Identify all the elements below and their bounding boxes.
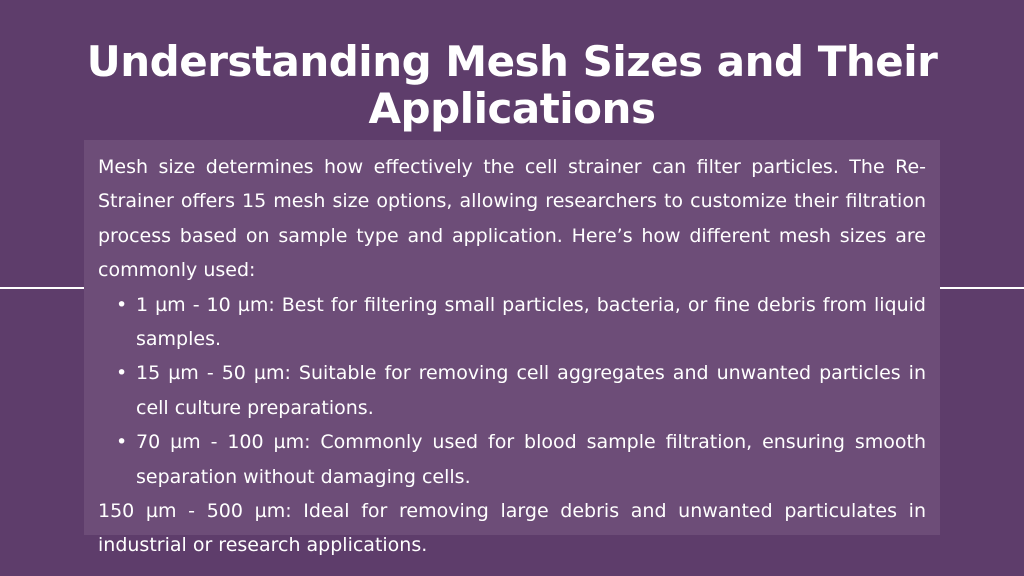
list-item <box>98 356 926 425</box>
slide-title: Understanding Mesh Sizes and Their Applications <box>86 37 938 133</box>
list-item <box>98 288 926 357</box>
list-item-text: 1 µm - 10 µm: Best for filtering small particles, bacteria, or fine debris from liquid samples. <box>136 293 926 351</box>
list-item-text: 15 µm - 50 µm: Suitable for removing cell aggregates and unwanted particles in cell culture preparations. <box>136 362 926 419</box>
content-text <box>98 150 926 563</box>
bullet-icon: • <box>116 293 128 316</box>
right-divider-line <box>940 287 1024 289</box>
bullet-icon: • <box>116 362 128 385</box>
left-divider-line <box>0 287 84 289</box>
list-item-text: 70 µm - 100 µm: Commonly used for blood sample filtration, ensuring smooth separation without damaging cells. <box>136 431 926 488</box>
mesh-size-list <box>98 288 926 494</box>
intro-paragraph: Mesh size determines how effectively the cell strainer can filter particles. The Re-Strainer offers 15 mesh size options, allowing researchers to customize their filtration process based on sample type and application. Here’s how different mesh sizes are commonly used: <box>98 156 926 282</box>
list-item <box>98 425 926 494</box>
closing-paragraph: 150 µm - 500 µm: Ideal for removing large debris and unwanted particulates in industrial or research applications. <box>98 500 926 557</box>
bullet-icon: • <box>116 431 128 454</box>
